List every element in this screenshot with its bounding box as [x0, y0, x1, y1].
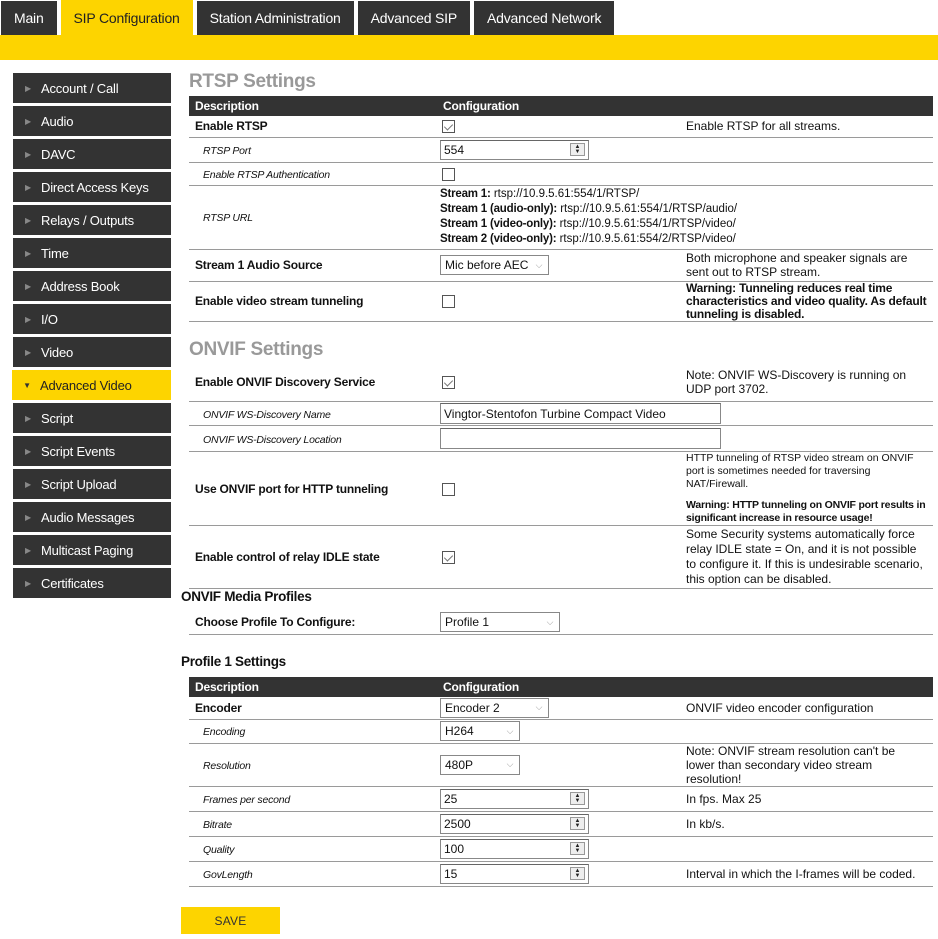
- sidebar-item-certificates[interactable]: [13, 568, 171, 598]
- table-row: [189, 452, 933, 526]
- onvif-settings-table: [189, 364, 933, 590]
- spinner-arrows-icon[interactable]: ▲ ▼: [570, 143, 585, 156]
- chevron-down-icon: ⌵: [506, 759, 514, 769]
- tunneling-label: Enable video stream tunneling: [195, 294, 364, 308]
- spinner-arrows-icon[interactable]: ▲ ▼: [570, 867, 585, 880]
- sidebar-item-label: Script Upload: [41, 476, 117, 492]
- http-tunneling-checkbox[interactable]: [442, 483, 455, 496]
- column-header-configuration: Configuration: [437, 96, 684, 116]
- relay-idle-label: Enable control of relay IDLE state: [195, 550, 380, 564]
- sidebar-item-audio-messages[interactable]: [13, 502, 171, 532]
- stream-url: rtsp://10.9.5.61:554/2/RTSP/video/: [559, 233, 736, 245]
- encoding-select[interactable]: [440, 721, 520, 741]
- table-row: [189, 786, 933, 811]
- top-nav-tabs: [0, 0, 618, 35]
- ws-location-label: ONVIF WS-Discovery Location: [203, 433, 342, 446]
- sidebar-item-video[interactable]: [13, 337, 171, 367]
- bitrate-value: 2500: [444, 816, 471, 831]
- govlength-value: 15: [444, 866, 458, 881]
- table-row: [189, 719, 933, 743]
- chevron-down-icon: ⌵: [535, 259, 543, 270]
- govlength-input[interactable]: [440, 864, 589, 884]
- chevron-right-icon: ▶: [25, 83, 31, 93]
- enable-rtsp-help: Enable RTSP for all streams.: [684, 116, 933, 137]
- sidebar-item-script-events[interactable]: [13, 436, 171, 466]
- table-row: [189, 402, 933, 426]
- media-profiles-title: ONVIF Media Profiles: [181, 589, 312, 604]
- sidebar-item-label: Relays / Outputs: [41, 212, 134, 228]
- table-row: [189, 836, 933, 861]
- chevron-right-icon: ▶: [25, 413, 31, 423]
- sidebar-item-label: Address Book: [41, 278, 120, 294]
- sidebar-item-label: Script Events: [41, 443, 115, 459]
- column-header-help: [684, 677, 933, 697]
- tab-advanced-sip[interactable]: Advanced SIP: [358, 1, 470, 35]
- ws-name-input[interactable]: [440, 403, 721, 424]
- choose-profile-value: Profile 1: [445, 615, 490, 630]
- table-row: [189, 116, 933, 137]
- fps-label: Frames per second: [203, 793, 291, 806]
- sidebar-item-direct-access-keys[interactable]: [13, 172, 171, 202]
- chevron-right-icon: ▶: [25, 578, 31, 588]
- choose-profile-select[interactable]: [440, 612, 560, 632]
- chevron-down-icon: ⌵: [546, 616, 554, 627]
- encoding-label: Encoding: [203, 726, 246, 738]
- tab-main[interactable]: Main: [1, 1, 57, 35]
- chevron-down-icon: ⌵: [506, 725, 514, 736]
- stream-url: rtsp://10.9.5.61:554/1/RTSP/audio/: [560, 203, 738, 215]
- encoder-value: Encoder 2: [445, 700, 500, 715]
- tab-sip-configuration[interactable]: SIP Configuration: [61, 0, 193, 35]
- sidebar-item-script-upload[interactable]: [13, 469, 171, 499]
- onvif-settings-title: ONVIF Settings: [189, 338, 324, 360]
- http-tunneling-warning: Warning: HTTP tunneling on ONVIF port results in significant increase in resource usage!: [686, 499, 926, 524]
- chevron-down-icon: ▼: [23, 380, 31, 390]
- sidebar-item-audio[interactable]: [13, 106, 171, 136]
- tab-advanced-network[interactable]: Advanced Network: [474, 1, 614, 35]
- resolution-value: 480P: [445, 757, 474, 772]
- relay-idle-help: Some Security systems automatically force relay IDLE state = On, and it is not possible to configure it. If this is undesirable scenario, this option can be disabled.: [684, 526, 933, 589]
- spinner-arrows-icon[interactable]: ▲ ▼: [570, 792, 585, 805]
- sidebar-item-label: Video: [41, 344, 74, 360]
- rtsp-url-stream-1: [440, 187, 927, 202]
- chevron-right-icon: ▶: [25, 149, 31, 159]
- fps-value: 25: [444, 791, 458, 806]
- main-content: [189, 68, 933, 589]
- fps-input[interactable]: [440, 789, 589, 809]
- bitrate-input[interactable]: [440, 814, 589, 834]
- quality-label: Quality: [203, 843, 235, 856]
- encoder-select[interactable]: [440, 698, 549, 718]
- chevron-right-icon: ▶: [25, 479, 31, 489]
- sidebar-item-label: Direct Access Keys: [41, 179, 149, 195]
- sidebar-item-multicast-paging[interactable]: [13, 535, 171, 565]
- spinner-arrows-icon[interactable]: ▲ ▼: [570, 817, 585, 830]
- rtsp-settings-table: [189, 96, 933, 322]
- relay-idle-checkbox[interactable]: [442, 551, 455, 564]
- table-row: [189, 697, 933, 719]
- sidebar-item-time[interactable]: [13, 238, 171, 268]
- ws-name-label: ONVIF WS-Discovery Name: [203, 408, 331, 421]
- spinner-arrows-icon[interactable]: ▲ ▼: [570, 842, 585, 855]
- rtsp-url-list: [437, 185, 933, 249]
- http-tunneling-label: Use ONVIF port for HTTP tunneling: [195, 481, 389, 496]
- chevron-right-icon: ▶: [25, 248, 31, 258]
- govlength-help: Interval in which the I-frames will be coded.: [684, 861, 933, 886]
- table-row: [189, 811, 933, 836]
- choose-profile-label: Choose Profile To Configure:: [195, 615, 356, 630]
- stream-name: Stream 1 (audio-only):: [440, 203, 558, 215]
- sidebar-item-label: I/O: [41, 311, 58, 327]
- audio-source-help: Both microphone and speaker signals are sent out to RTSP stream.: [684, 249, 933, 281]
- stream-name: Stream 1:: [440, 188, 491, 200]
- sidebar-item-account-call[interactable]: [13, 73, 171, 103]
- fps-help: In fps. Max 25: [684, 786, 933, 811]
- sidebar-item-label: DAVC: [41, 146, 76, 162]
- rtsp-settings-title: RTSP Settings: [189, 71, 316, 92]
- http-tunneling-help: HTTP tunneling of RTSP video stream on ONVIF port is sometimes needed for traversing NAT/Firewall.: [686, 452, 914, 490]
- column-header-description: Description: [189, 96, 437, 116]
- chevron-right-icon: ▶: [25, 512, 31, 522]
- sidebar-item-label: Audio: [41, 113, 74, 129]
- bitrate-label: Bitrate: [203, 818, 232, 831]
- audio-source-value: Mic before AEC: [445, 258, 529, 272]
- rtsp-url-label: RTSP URL: [203, 212, 253, 224]
- profile-settings-title: Profile 1 Settings: [181, 654, 286, 669]
- tab-station-administration[interactable]: Station Administration: [197, 1, 354, 35]
- sidebar-item-script[interactable]: [13, 403, 171, 433]
- stream-name: Stream 2 (video-only):: [440, 233, 557, 245]
- rtsp-auth-checkbox[interactable]: [442, 168, 455, 181]
- ws-name-value: Vingtor-Stentofon Turbine Compact Video: [444, 406, 666, 421]
- encoder-help: ONVIF video encoder configuration: [684, 697, 933, 719]
- profile-settings-table: [189, 677, 933, 887]
- sidebar-item-label: Certificates: [41, 575, 104, 591]
- table-row: [189, 611, 933, 634]
- sidebar-item-label: Script: [41, 410, 74, 426]
- stream-name: Stream 1 (video-only):: [440, 218, 557, 230]
- audio-source-label: Stream 1 Audio Source: [195, 258, 323, 272]
- discovery-help: Note: ONVIF WS-Discovery is running on UDP port 3702.: [684, 364, 933, 402]
- table-row: [189, 743, 933, 786]
- resolution-select[interactable]: [440, 755, 520, 775]
- column-header-configuration: Configuration: [437, 677, 684, 697]
- rtsp-port-input[interactable]: [440, 140, 589, 160]
- chevron-right-icon: ▶: [25, 281, 31, 291]
- quality-input[interactable]: [440, 839, 589, 859]
- chevron-right-icon: ▶: [25, 182, 31, 192]
- table-row: [189, 249, 933, 281]
- resolution-help: Note: ONVIF stream resolution can't be lower than secondary video stream resolution!: [684, 743, 933, 786]
- tunneling-checkbox[interactable]: [442, 295, 455, 308]
- column-header-help: [684, 96, 933, 116]
- chevron-right-icon: ▶: [25, 116, 31, 126]
- stream-url: rtsp://10.9.5.61:554/1/RTSP/: [493, 188, 640, 200]
- chevron-right-icon: ▶: [25, 446, 31, 456]
- sidebar-item-relays-outputs[interactable]: [13, 205, 171, 235]
- encoder-label: Encoder: [195, 700, 242, 715]
- resolution-label: Resolution: [203, 759, 251, 772]
- enable-rtsp-checkbox[interactable]: [442, 120, 455, 133]
- table-row: [189, 861, 933, 886]
- table-row: [189, 281, 933, 321]
- bitrate-help: In kb/s.: [684, 811, 933, 836]
- chevron-right-icon: ▶: [25, 545, 31, 555]
- audio-source-select[interactable]: [440, 255, 549, 275]
- sidebar-item-label: Advanced Video: [40, 377, 132, 393]
- sidebar-item-davc[interactable]: [13, 139, 171, 169]
- chevron-right-icon: ▶: [25, 347, 31, 357]
- rtsp-port-label: RTSP Port: [203, 144, 251, 157]
- rtsp-url-stream-2-video: [440, 232, 927, 247]
- chevron-down-icon: ⌵: [535, 702, 543, 713]
- table-row: [189, 526, 933, 589]
- table-row: [189, 185, 933, 249]
- rtsp-auth-label: Enable RTSP Authentication: [203, 168, 330, 181]
- tunneling-warning: Warning: Tunneling reduces real time characteristics and video quality. As default tunneling is disabled.: [684, 281, 933, 321]
- table-row: [189, 162, 933, 185]
- enable-rtsp-label: Enable RTSP: [195, 119, 268, 134]
- table-row: [189, 137, 933, 162]
- ws-location-input[interactable]: [440, 428, 721, 449]
- sidebar-item-label: Audio Messages: [41, 509, 135, 525]
- table-row: [189, 426, 933, 452]
- header-accent-bar: [0, 35, 938, 60]
- sidebar-item-label: Account / Call: [41, 80, 119, 96]
- rtsp-url-stream-1-audio: [440, 202, 927, 217]
- encoding-value: H264: [445, 724, 474, 738]
- chevron-right-icon: ▶: [25, 314, 31, 324]
- sidebar: [13, 73, 171, 601]
- sidebar-item-label: Time: [41, 245, 69, 261]
- sidebar-item-advanced-video[interactable]: [12, 370, 171, 400]
- govlength-label: GovLength: [203, 868, 253, 881]
- quality-value: 100: [444, 841, 465, 856]
- media-profiles-table: [189, 611, 933, 635]
- stream-url: rtsp://10.9.5.61:554/1/RTSP/video/: [559, 218, 736, 230]
- chevron-right-icon: ▶: [25, 215, 31, 225]
- sidebar-item-io[interactable]: [13, 304, 171, 334]
- discovery-label: Enable ONVIF Discovery Service: [195, 375, 376, 390]
- save-button[interactable]: SAVE: [181, 907, 280, 934]
- sidebar-item-label: Multicast Paging: [41, 542, 134, 558]
- rtsp-port-value: 554: [444, 142, 465, 157]
- table-row: [189, 364, 933, 402]
- rtsp-url-stream-1-video: [440, 217, 927, 232]
- discovery-checkbox[interactable]: [442, 376, 455, 389]
- column-header-description: Description: [189, 677, 437, 697]
- sidebar-item-address-book[interactable]: [13, 271, 171, 301]
